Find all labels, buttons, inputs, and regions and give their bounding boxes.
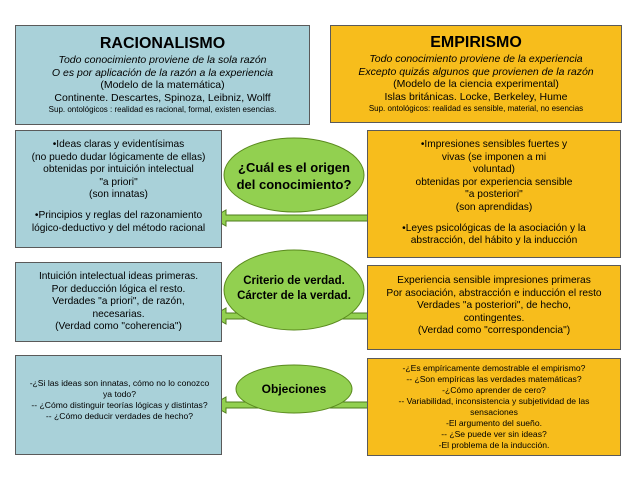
rationalism-header — [15, 25, 310, 125]
empiricism-truth — [367, 265, 621, 350]
rationalism-line: Continente. Descartes, Spinoza, Leibniz, Wolff — [54, 91, 271, 104]
empiricism-origin-line: voluntad) — [473, 164, 515, 176]
empiricism-line: Sup. ontológicos: realidad es sensible, material, no esencias — [368, 104, 584, 113]
empiricism-objection-line: -El argumento del sueño. — [445, 418, 543, 428]
rationalism-origin-line: (no puedo dudar lógicamente de ellas) — [31, 151, 206, 163]
rationalism-truth-line: necesarias. — [92, 308, 145, 320]
rationalism-truth-line: (Verdad como "coherencia") — [55, 321, 182, 333]
truth-criterion-line2: Cárcter de la verdad. — [237, 290, 351, 302]
empiricism-line: (Modelo de la ciencia experimental) — [393, 78, 559, 90]
empiricism-objection-line: -El problema de la inducción. — [438, 440, 550, 450]
empiricism-objection-line: sensaciones — [470, 407, 518, 417]
rationalism-line: (Modelo de la matemática) — [100, 79, 225, 91]
rationalism-line: Sup. ontológicos : realidad es racional, formal, existen esencias. — [48, 105, 277, 114]
rationalism-origin-line: "a priori" — [99, 176, 138, 188]
empiricism-truth-line: Verdades "a posteriori", de hecho, — [417, 300, 571, 312]
rationalism-line: O es por aplicación de la razón a la experiencia — [51, 66, 274, 79]
empiricism-line: Excepto quizás algunos que provienen de la razón — [358, 65, 594, 78]
rationalism-line: Todo conocimiento proviene de la sola razón — [58, 54, 267, 66]
origin-question — [224, 159, 364, 193]
rationalism-origin-line: lógico-deductivo y del método racional — [31, 222, 206, 234]
empiricism-objections — [367, 358, 621, 456]
rationalism-origin-line: •Principios y reglas del razonamiento — [34, 209, 203, 221]
rationalism-objection-line: -- ¿Cómo deducir verdades de hecho? — [45, 411, 194, 421]
empiricism-origin-line: •Leyes psicológicas de la asociación y la — [402, 222, 586, 234]
empiricism-origin-line: "a posteriori" — [465, 189, 523, 201]
empiricism-origin-line: vivas (se imponen a mi — [441, 151, 547, 163]
empiricism-title: EMPIRISMO — [430, 34, 522, 51]
empiricism-objection-line: -¿Cómo aprender de cero? — [442, 385, 546, 395]
truth-criterion — [222, 274, 366, 304]
objections-label-text: Objeciones — [261, 382, 327, 396]
empiricism-truth-line: Experiencia sensible impresiones primeras — [397, 275, 591, 286]
rationalism-origin-line: •Ideas claras y evidentísimas — [52, 139, 185, 150]
empiricism-line: Todo conocimiento proviene de la experiencia — [369, 53, 583, 65]
rationalism-truth-line: Verdades "a priori", de razón, — [52, 296, 185, 308]
rationalism-objection-line: ya todo? — [103, 389, 136, 399]
rationalism-objection-line: -- ¿Cómo distinguir teorías lógicas y distintas? — [31, 400, 208, 410]
truth-criterion-line1: Criterio de verdad. — [243, 275, 345, 287]
rationalism-truth-line: Intuición intelectual ideas primeras. — [38, 271, 199, 282]
empiricism-origin-line: obtenidas por experiencia sensible — [415, 176, 573, 188]
origin-question-line2: del conocimiento? — [236, 177, 352, 192]
rationalism-origin-line: obtenidas por intuición intelectual — [43, 164, 194, 176]
empiricism-origin-line: •Impresiones sensibles fuertes y — [420, 139, 568, 150]
empiricism-origin-line: abstracción, del hábito y la inducción — [410, 235, 578, 247]
rationalism-origin-line: (son innatas) — [89, 189, 148, 201]
empiricism-origin — [367, 130, 621, 258]
rationalism-objection-line: -¿Si las ideas son innatas, cómo no lo conozco — [29, 378, 210, 388]
empiricism-objection-line: -¿Es empíricamente demostrable el empirismo? — [402, 363, 586, 373]
rationalism-truth-line: Por deducción lógica el resto. — [51, 283, 186, 295]
empiricism-truth-line: contingentes. — [463, 312, 525, 324]
empiricism-line: Islas británicas. Locke, Berkeley, Hume — [384, 90, 568, 103]
empiricism-objection-line: -- Variabilidad, inconsistencia y subjetividad de las — [398, 396, 590, 406]
origin-question-line1: ¿Cuál es el origen — [238, 160, 350, 175]
empiricism-objection-line: -- ¿Son empíricas las verdades matemáticas? — [406, 374, 582, 384]
rationalism-objections — [15, 355, 222, 455]
rationalism-origin — [15, 130, 222, 248]
empiricism-objection-line: -- ¿Se puede ver sin ideas? — [441, 429, 547, 439]
empiricism-origin-line: (son aprendidas) — [455, 201, 533, 213]
empiricism-truth-line: (Verdad como "correspondencia") — [417, 325, 571, 337]
rationalism-title: RACIONALISMO — [99, 35, 226, 52]
rationalism-truth — [15, 262, 222, 342]
empiricism-header — [330, 25, 622, 123]
objections-label — [236, 381, 352, 397]
empiricism-truth-line: Por asociación, abstracción e inducción el resto — [386, 287, 602, 299]
